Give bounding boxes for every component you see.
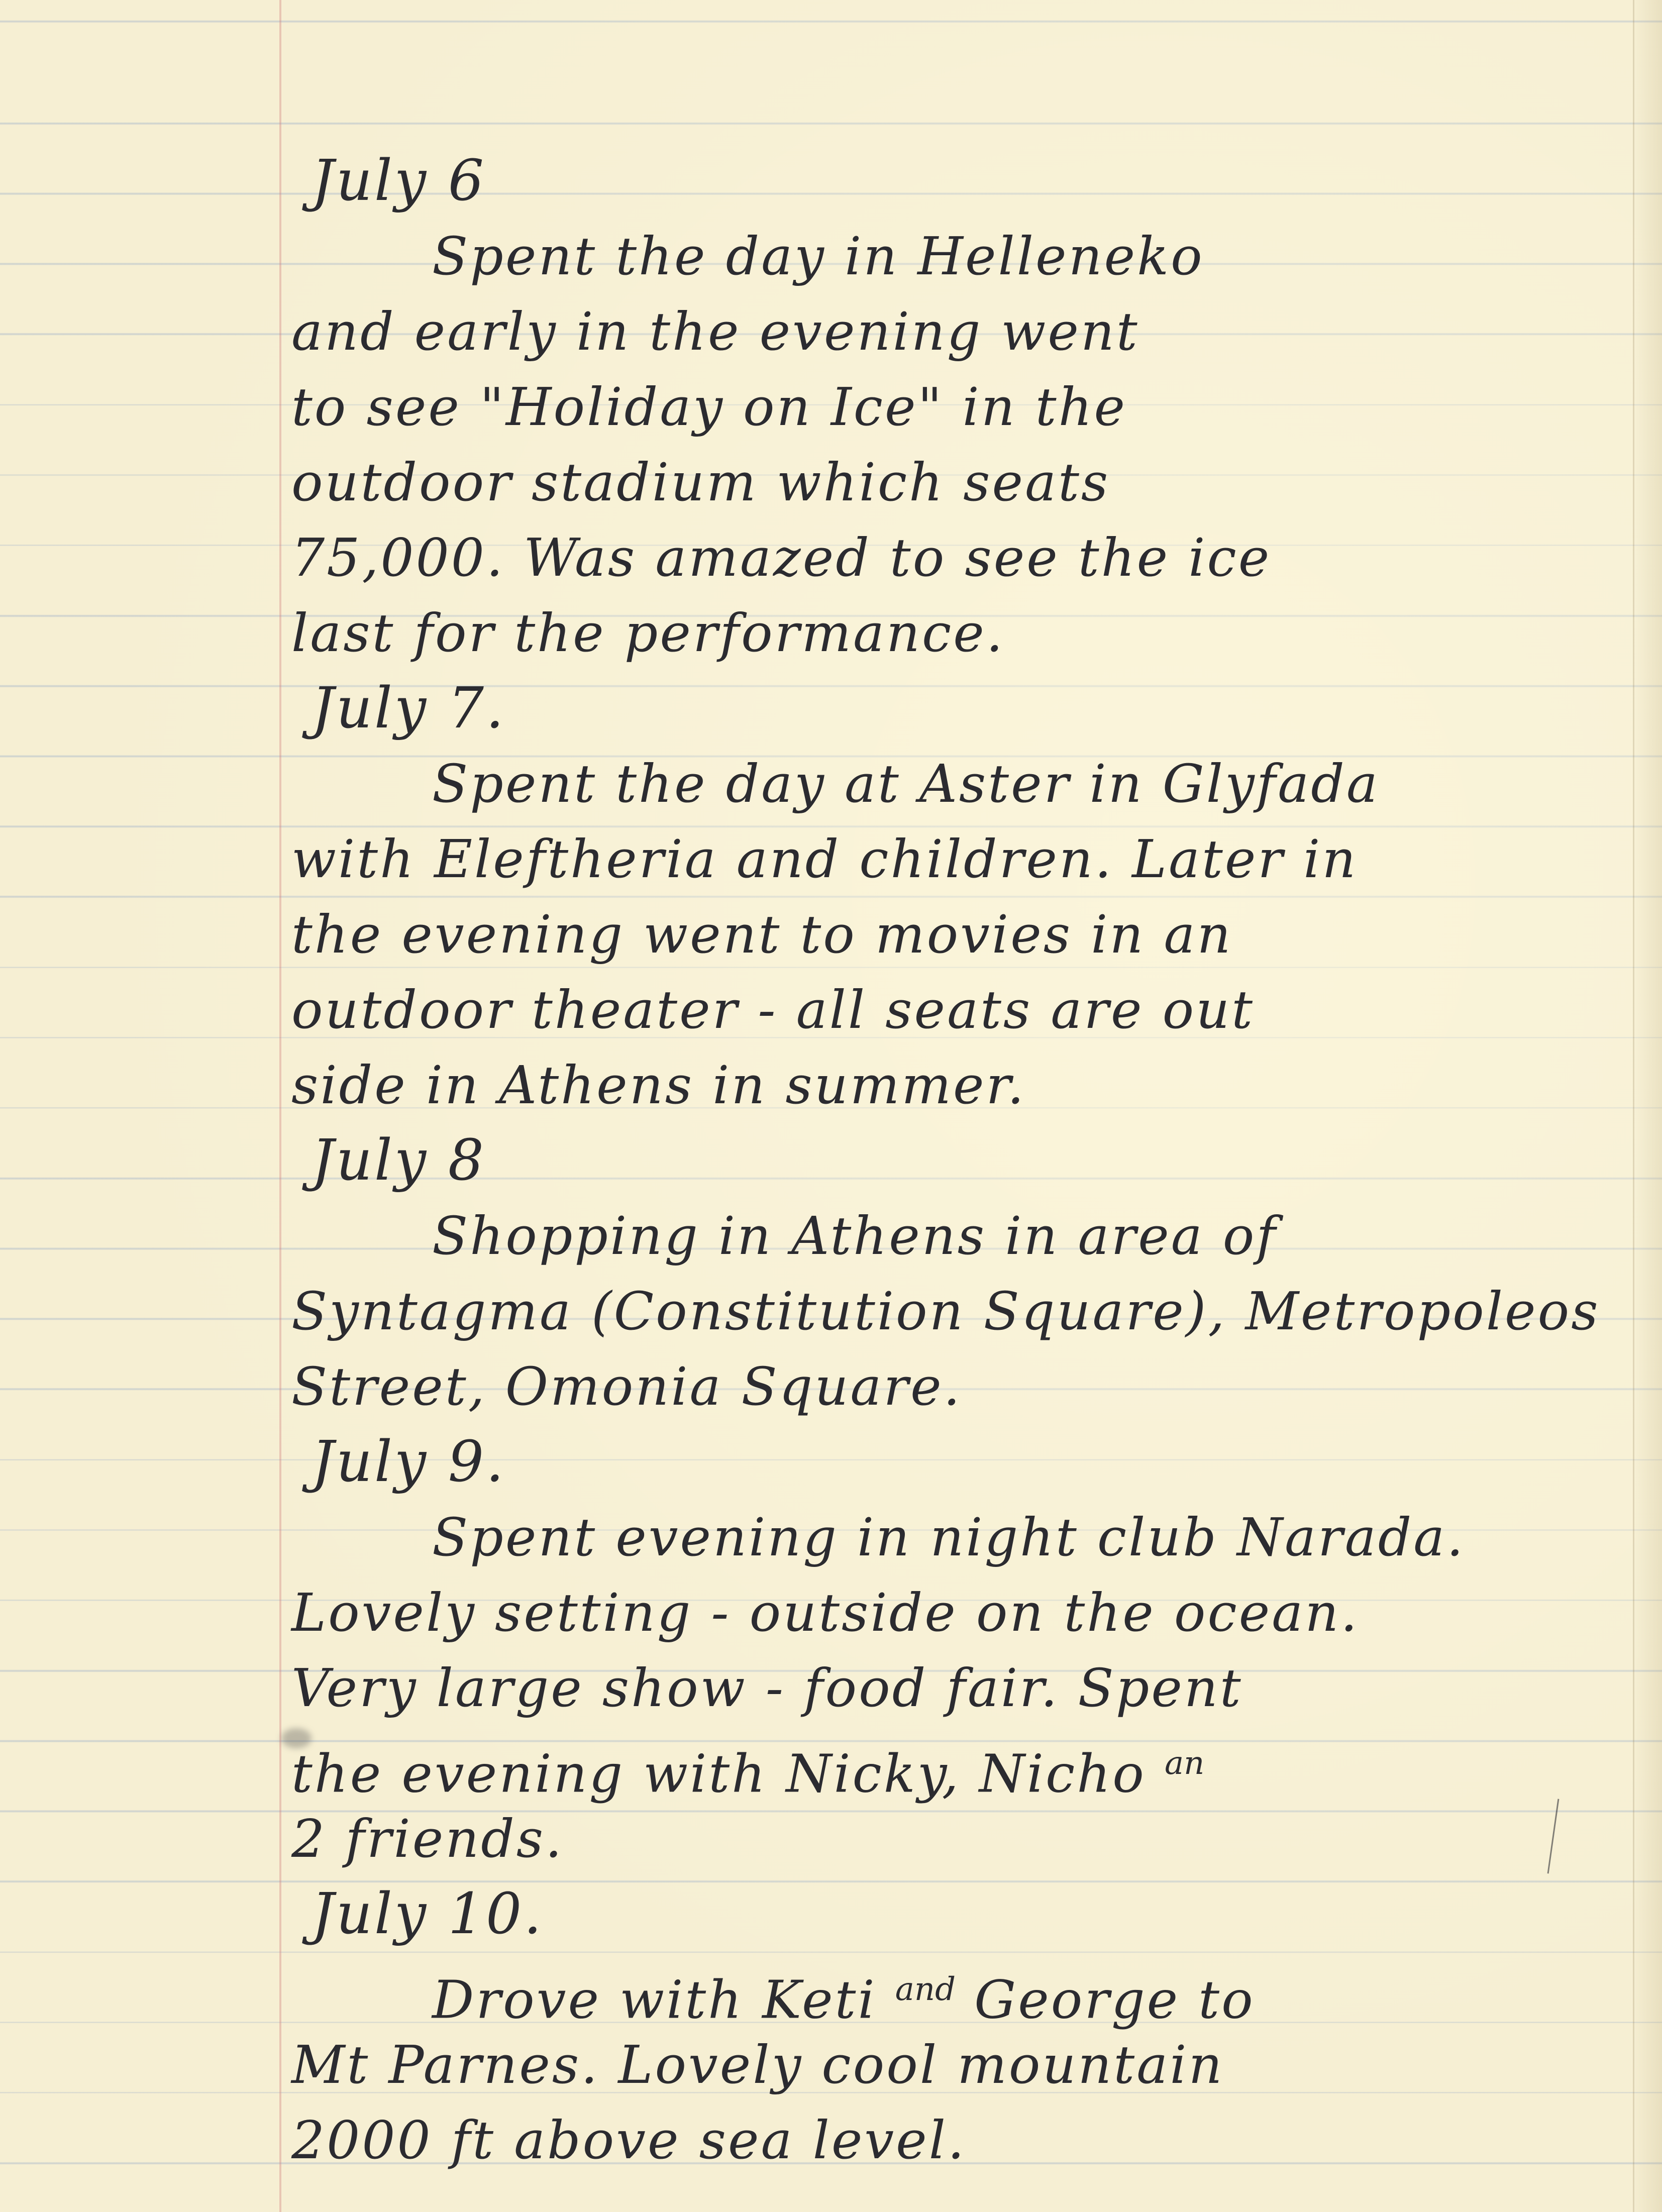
entry-line: outdoor stadium which seats [291,452,1110,513]
entry-line: Spent the day at Aster in Glyfada [432,753,1380,814]
entry-date: July 10. [311,1881,544,1947]
handwritten-text [281,143,1648,2178]
entry-line: 75,000. Was amazed to see the ice [291,527,1272,588]
entry-line: the evening went to movies in an [291,904,1233,965]
entry-line: Shopping in Athens in area of [432,1205,1278,1267]
inserted-word: and [895,1971,956,2008]
entry-line [281,1726,1648,1805]
entry-line: Spent the day in Helleneko [432,226,1204,287]
inserted-word: an [1164,1745,1205,1782]
entry-date: July 8 [311,1128,486,1193]
entry-line: Spent evening in night club Narada. [432,1507,1466,1568]
entry-line: outdoor theater - all seats are out [291,979,1255,1040]
entry-date: July 7. [311,676,506,741]
entry-line: and early in the evening went [291,301,1139,362]
entry-date: July 6 [311,148,486,214]
entry-line: Mt Parnes. Lovely cool mountain [291,2034,1224,2095]
entry-line: side in Athens in summer. [291,1055,1026,1116]
entry-line: 2000 ft above sea level. [291,2110,967,2171]
entry-line: with Eleftheria and children. Later in [291,828,1358,890]
entry-line [281,1952,1648,2031]
entry-line: Very large show - food fair. Spent [291,1657,1243,1719]
entry-line: 2 friends. [291,1808,564,1869]
entry-line: to see "Holiday on Ice" in the [291,376,1127,438]
entry-line: Lovely setting - outside on the ocean. [291,1582,1360,1643]
entry-line-text: Drove with Keti [432,1969,877,2031]
entry-line-text: George to [974,1969,1255,2031]
entry-line: Street, Omonia Square. [291,1356,962,1417]
entry-line-text: the evening with Nicky, Nicho [291,1743,1146,1805]
entry-line: Syntagma (Constitution Square), Metropoleos [291,1281,1600,1342]
entry-line: last for the performance. [291,602,1005,664]
entry-date: July 9. [311,1429,506,1495]
